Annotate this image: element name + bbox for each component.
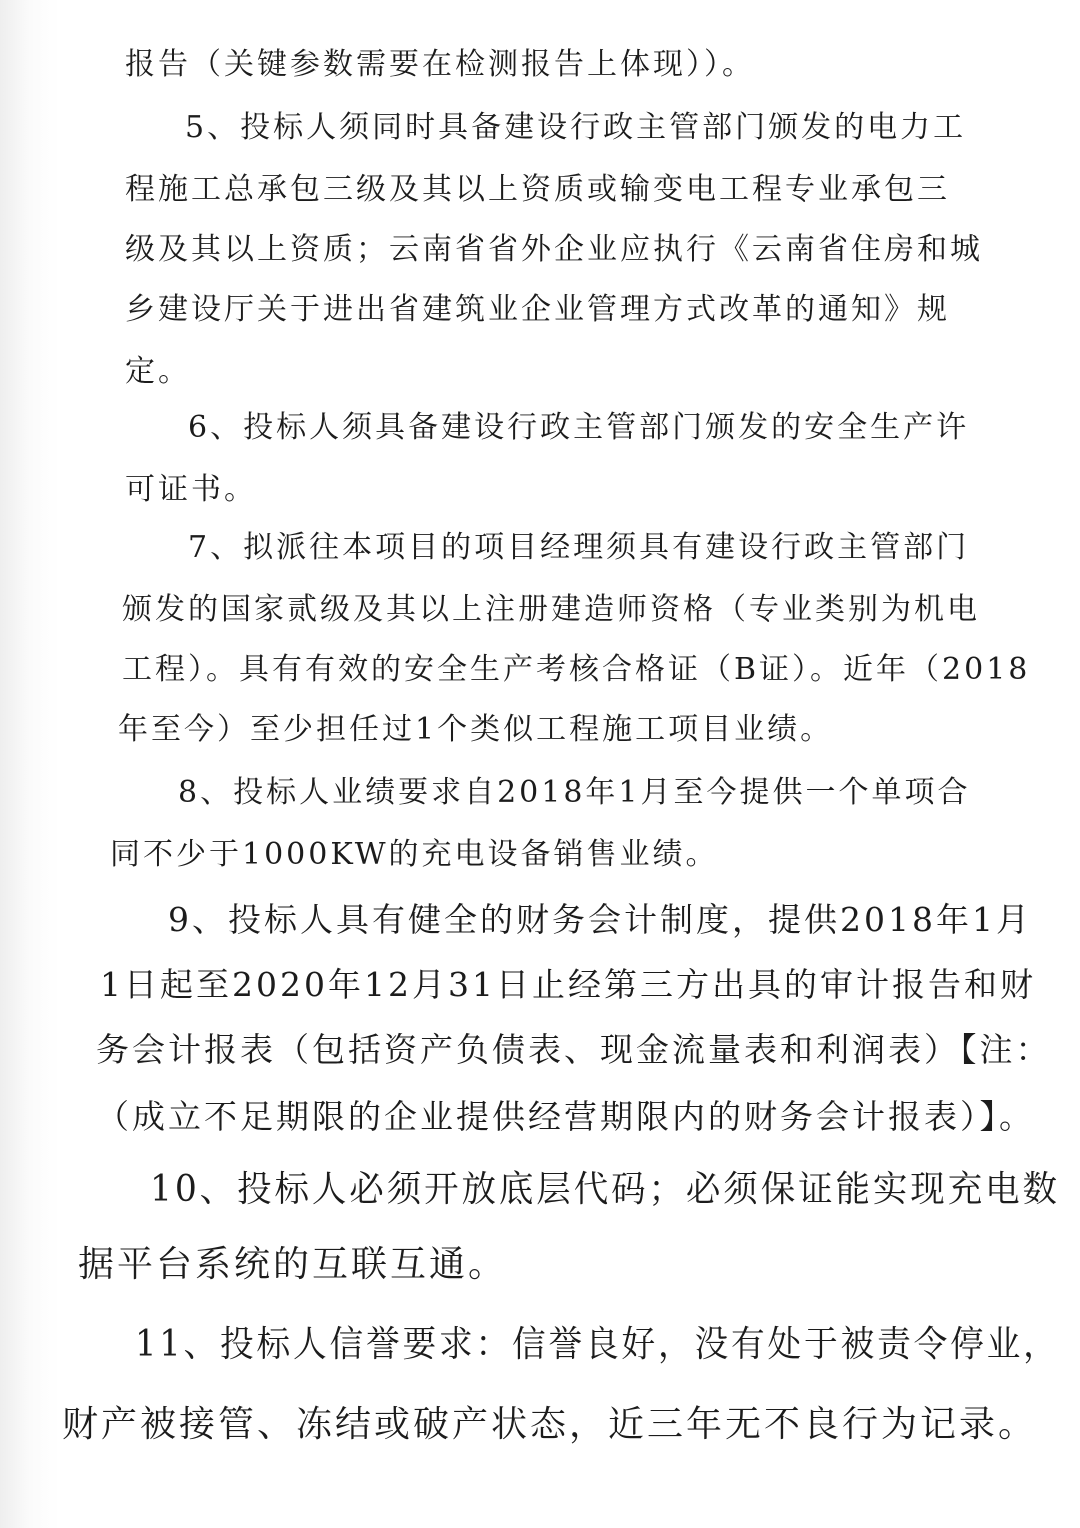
text-line-16: 1日起至2020年12月31日止经第三方出具的审计报告和财	[100, 965, 1036, 1004]
text-line-15: 9、投标人具有健全的财务会计制度，提供2018年1月	[168, 900, 1032, 939]
text-line-11: 工程）。具有有效的安全生产考核合格证（B证）。近年（2018	[122, 652, 1031, 687]
text-line-19: 10、投标人必须开放底层代码；必须保证能实现充电数	[150, 1169, 1060, 1210]
text-line-7: 6、投标人须具备建设行政主管部门颁发的安全生产许	[188, 410, 970, 445]
text-line-5: 乡建设厅关于进出省建筑业企业管理方式改革的通知》规	[125, 292, 950, 327]
text-line-6: 定。	[125, 354, 191, 389]
text-line-18: （成立不足期限的企业提供经营期限内的财务会计报表）】。	[96, 1097, 1035, 1136]
text-line-17: 务会计报表（包括资产负债表、现金流量表和利润表）【注：	[96, 1030, 1052, 1069]
text-line-12: 年至今）至少担任过1个类似工程施工项目业绩。	[118, 712, 834, 747]
text-line-2: 5、投标人须同时具备建设行政主管部门颁发的电力工	[185, 110, 967, 145]
text-line-20: 据平台系统的互联互通。	[78, 1244, 508, 1285]
text-line-13: 8、投标人业绩要求自2018年1月至今提供一个单项合	[178, 775, 971, 810]
text-line-10: 颁发的国家贰级及其以上注册建造师资格（专业类别为机电	[122, 592, 980, 627]
text-line-9: 7、拟派往本项目的项目经理须具有建设行政主管部门	[188, 530, 970, 565]
text-line-1: 报告（关键参数需要在检测报告上体现））。	[125, 47, 755, 82]
text-line-8: 可证书。	[125, 472, 257, 507]
text-line-3: 程施工总承包三级及其以上资质或输变电工程专业承包三	[125, 172, 950, 207]
text-line-4: 级及其以上资质；云南省省外企业应执行《云南省住房和城	[125, 232, 983, 267]
text-line-14: 同不少于1000KW的充电设备销售业绩。	[110, 837, 719, 872]
text-line-21: 11、投标人信誉要求：信誉良好，没有处于被责令停业，	[135, 1324, 1060, 1365]
text-line-22: 财产被接管、冻结或破产状态，近三年无不良行为记录。	[62, 1404, 1038, 1445]
